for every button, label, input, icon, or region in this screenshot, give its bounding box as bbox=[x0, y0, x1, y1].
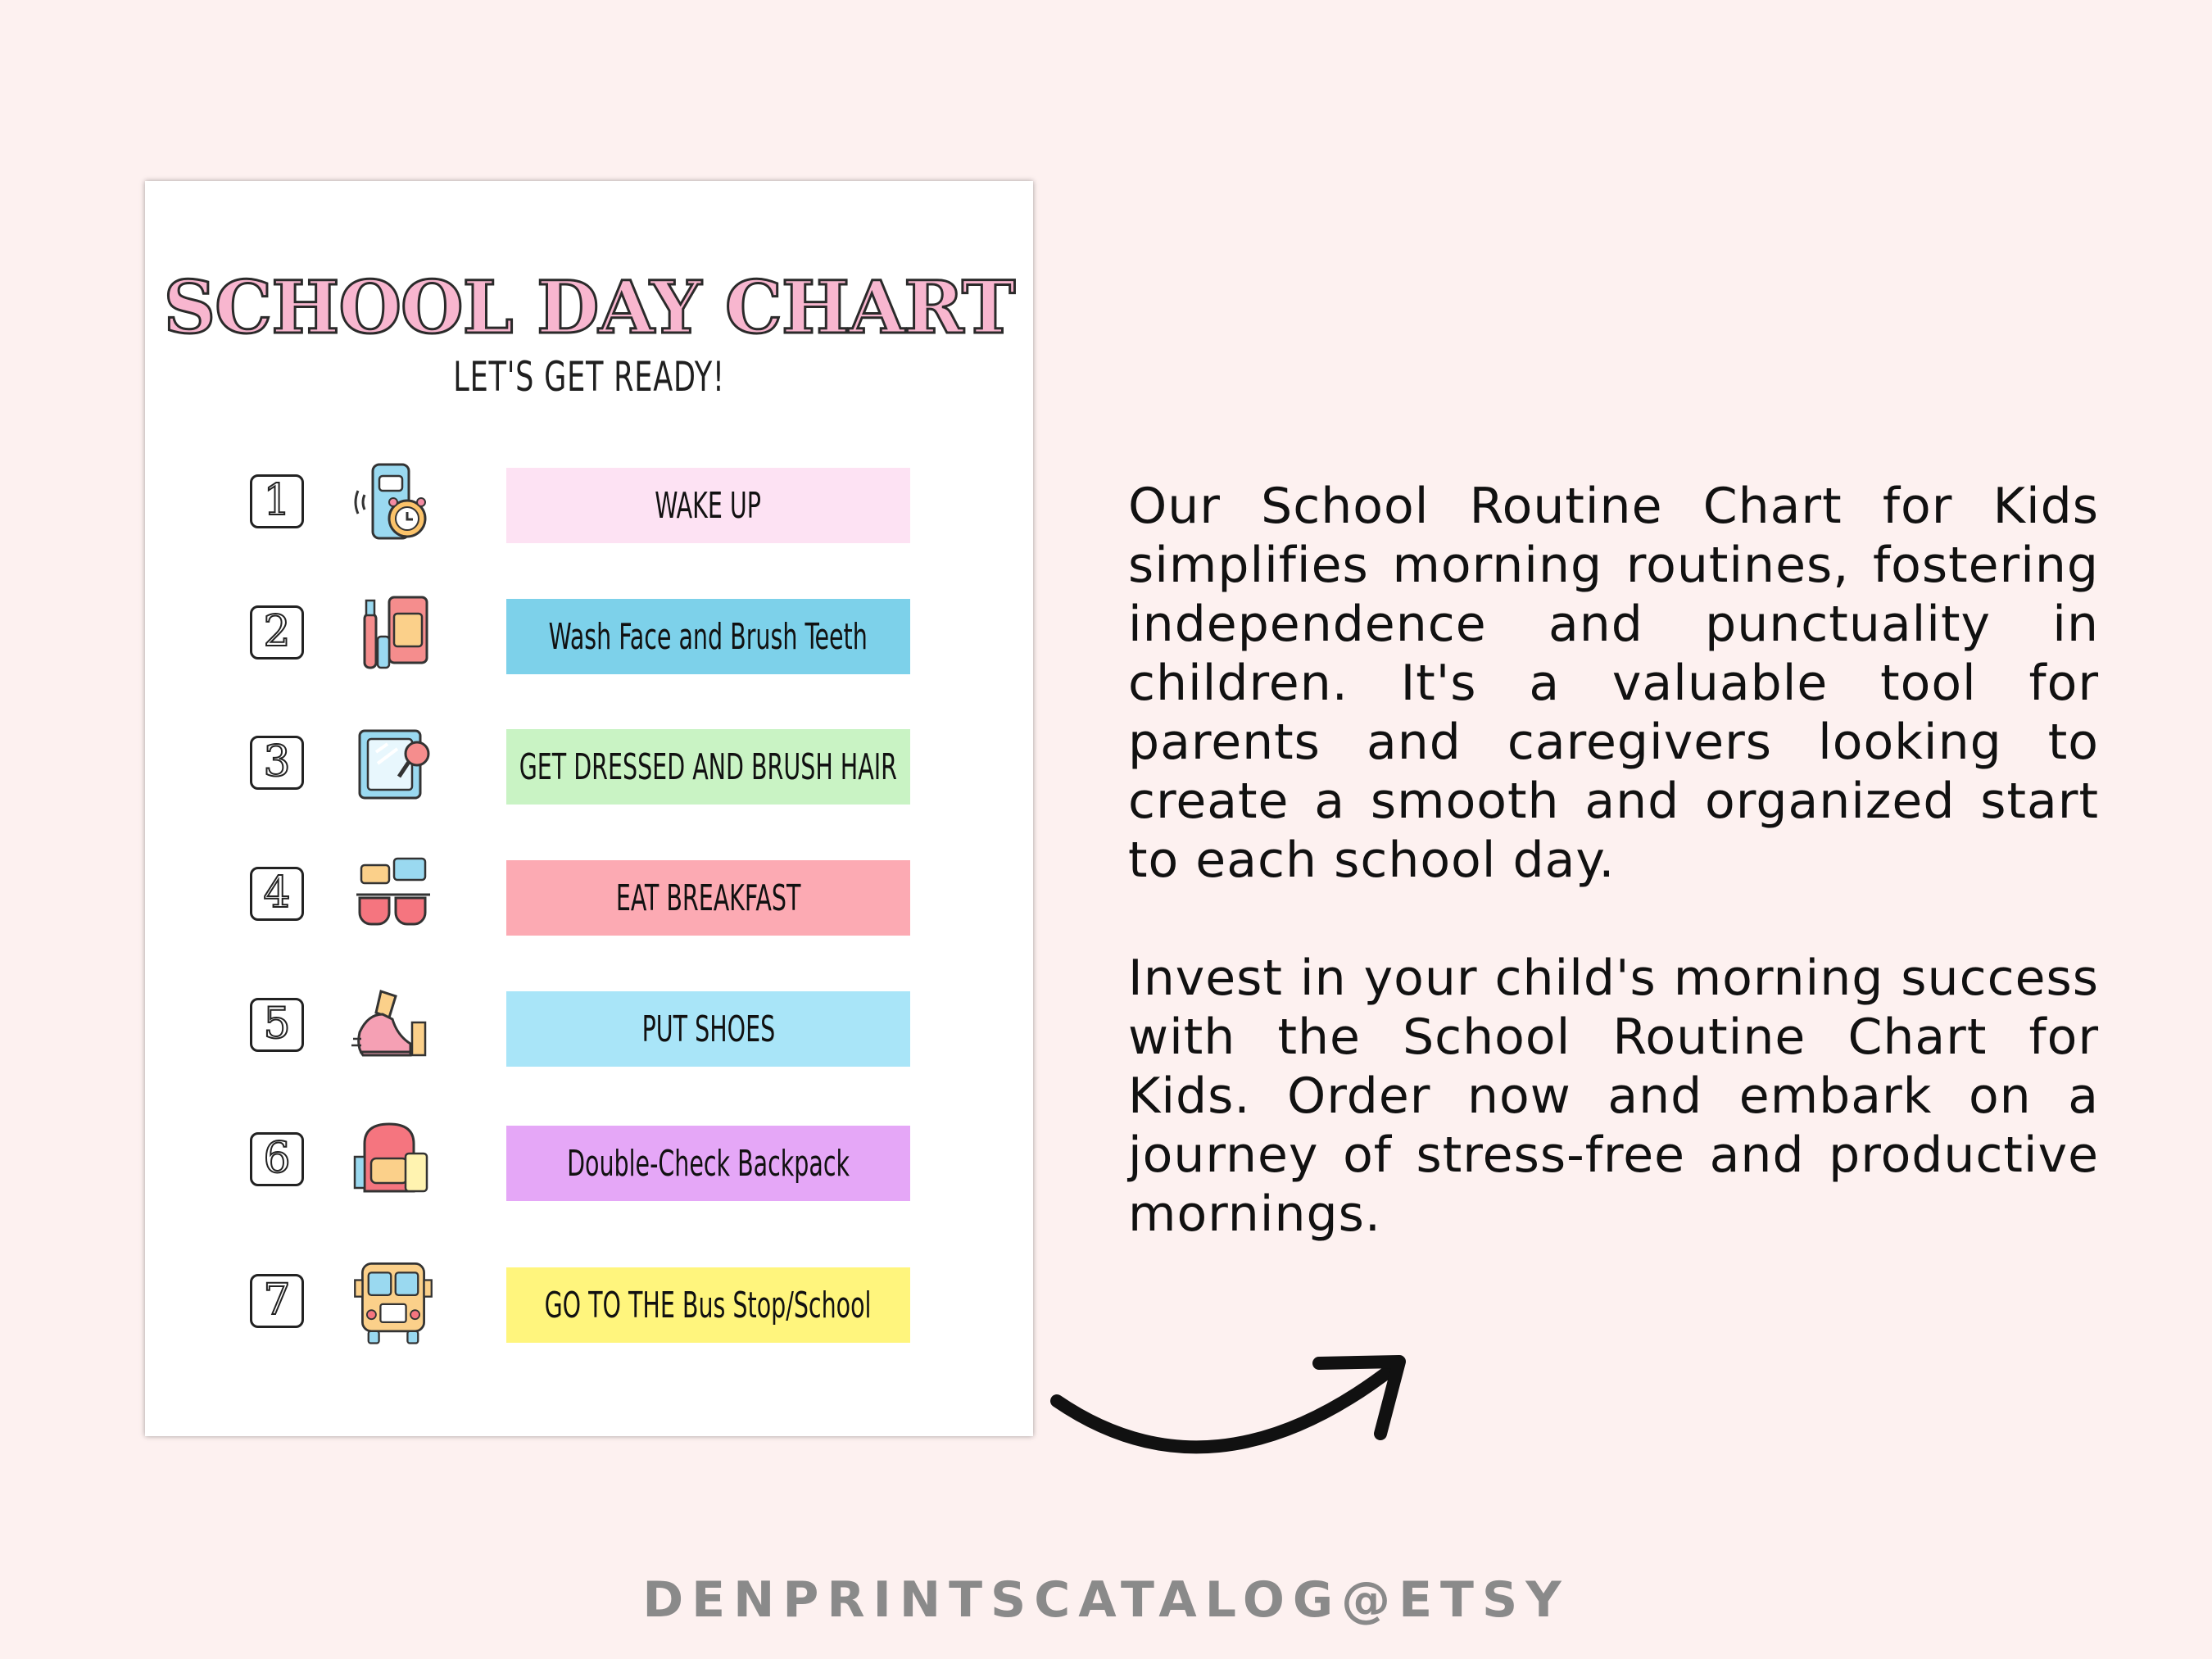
step-label-7 bbox=[506, 1267, 910, 1343]
alarm-clock-phone-icon bbox=[348, 458, 438, 548]
step-label-2 bbox=[506, 599, 910, 674]
step-number-5: 5 bbox=[250, 998, 304, 1052]
chart-title bbox=[145, 265, 1033, 350]
step-label-5 bbox=[506, 991, 910, 1067]
step-label-4 bbox=[506, 860, 910, 936]
step-row-1 bbox=[145, 458, 1033, 540]
step-label-text-6: Double-Check Backpack bbox=[567, 1142, 850, 1185]
product-description bbox=[1128, 477, 2099, 1303]
step-label-text-4: EAT BREAKFAST bbox=[615, 877, 801, 919]
sneaker-icon bbox=[348, 981, 438, 1072]
step-number-3: 3 bbox=[250, 736, 304, 790]
step-row-3 bbox=[145, 719, 1033, 801]
step-number-7: 7 bbox=[250, 1274, 304, 1328]
step-label-text-5: PUT SHOES bbox=[641, 1008, 775, 1050]
step-row-2 bbox=[145, 589, 1033, 671]
step-label-3 bbox=[506, 729, 910, 805]
backpack-icon bbox=[348, 1116, 438, 1206]
description-paragraph-2: Invest in your child's morning success with the School Routine Chart for Kids. Order now and embark on a journey of stress-free and productive mornings. bbox=[1128, 950, 2099, 1243]
step-number-2: 2 bbox=[250, 605, 304, 660]
chart-card bbox=[145, 181, 1033, 1436]
step-label-1 bbox=[506, 468, 910, 543]
school-bus-icon bbox=[348, 1258, 438, 1348]
step-row-5 bbox=[145, 981, 1033, 1063]
mirror-hairbrush-icon bbox=[348, 719, 438, 809]
chart-title-text: SCHOOL DAY CHART bbox=[163, 265, 1015, 350]
chart-subtitle: LET'S GET READY! bbox=[453, 353, 725, 401]
step-number-1: 1 bbox=[250, 474, 304, 528]
step-row-4 bbox=[145, 850, 1033, 932]
toothbrush-towel-icon bbox=[348, 589, 438, 679]
step-label-6 bbox=[506, 1126, 910, 1201]
step-row-6 bbox=[145, 1116, 1033, 1198]
step-number-6: 6 bbox=[250, 1132, 304, 1186]
step-number-4: 4 bbox=[250, 867, 304, 921]
step-label-text-7: GO TO THE Bus Stop/School bbox=[545, 1284, 872, 1326]
coffee-cups-icon bbox=[348, 850, 438, 941]
step-label-text-1: WAKE UP bbox=[655, 484, 762, 527]
description-paragraph-1: Our School Routine Chart for Kids simplifies morning routines, fostering independence and punctuality in children. It's a valuable tool for parents and caregivers looking to create a smooth and organized start to each school day. bbox=[1128, 478, 2099, 889]
step-label-text-3: GET DRESSED AND BRUSH HAIR bbox=[519, 746, 898, 788]
footer-shop-name: DENPRINTSCATALOG@ETSY bbox=[642, 1571, 1570, 1629]
step-row-7 bbox=[145, 1258, 1033, 1339]
step-label-text-2: Wash Face and Brush Teeth bbox=[548, 615, 868, 658]
curved-arrow-icon bbox=[1049, 1344, 1434, 1475]
